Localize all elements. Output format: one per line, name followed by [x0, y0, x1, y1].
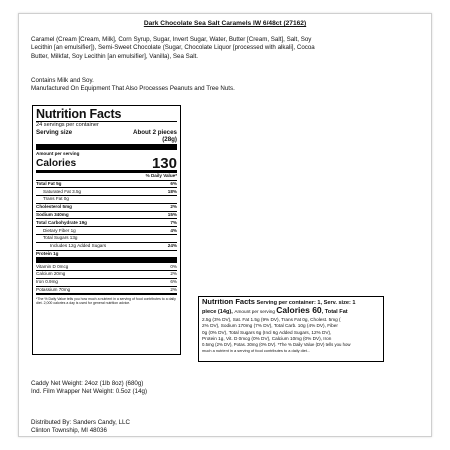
nutrition-facts-title: Nutrition Facts	[36, 107, 122, 121]
nutrient-label: Protein 1g	[36, 250, 59, 256]
distributor-name: Distributed By: Sanders Candy, LLC	[31, 419, 130, 426]
linear-line: 0.5mg (2% DV), Potas. 30mg (0% DV). *The % Daily Value (DV) tells you how	[202, 342, 351, 348]
amount-per-serving: Amount per serving	[36, 150, 80, 156]
nutrient-dv: 15%	[167, 212, 177, 218]
serving-size-grams-row	[36, 136, 177, 143]
nutrient-dv: 18%	[167, 188, 177, 194]
nutrient-label: Includes 12g Added Sugars	[50, 243, 107, 249]
linear-line: 0g (0% DV), Total Sugars 6g (Incl 6g Added Sugars, 12% DV),	[202, 329, 332, 335]
vitamin-label: Vitamin D 0mcg	[36, 263, 69, 269]
servings-per-container: 24 servings per container	[36, 122, 99, 128]
nutrient-row	[36, 234, 177, 242]
vitamin-label: Calcium 20mg	[36, 271, 66, 277]
nutrient-row	[36, 211, 177, 219]
linear-serving-size: piece (14g),	[202, 309, 235, 316]
serving-size-grams: (28g)	[162, 135, 177, 143]
distributor-address: Clinton Township, MI 48036	[31, 427, 107, 435]
linear-line: 2% DV), Sodium 170mg (7% DV), Total Carb. 10g (4% DV), Fiber	[202, 323, 338, 329]
nutrient-dv: 4%	[170, 227, 177, 233]
vitamin-row	[36, 270, 177, 278]
vitamin-dv: 2%	[170, 271, 177, 277]
calories-label: Calories	[36, 157, 77, 169]
vitamin-row	[36, 286, 177, 294]
vitamin-dv: 2%	[170, 287, 177, 293]
caddy-net-weight: Caddy Net Weight: 24oz (1lb 8oz) (680g)	[31, 380, 144, 387]
nutrient-label: Total Carbohydrate 19g	[36, 219, 87, 225]
ingredients-line: Butter, Milkfat, Soy Lecithin [an emulsifier], Vanilla), Sea Salt.	[31, 52, 199, 60]
nutrient-dv: 24%	[167, 243, 177, 249]
linear-amount-label: Amount per serving	[234, 309, 277, 315]
linear-line	[202, 299, 380, 306]
nutrition-facts-panel	[32, 105, 181, 355]
linear-line: much a nutrient in a serving of food contributes to a daily diet...	[202, 348, 311, 354]
nutrient-label: Trans Fat 0g	[43, 196, 69, 202]
nutrient-row	[36, 218, 177, 226]
serving-size-row	[36, 129, 177, 136]
vitamin-label: Potassium 70mg	[36, 287, 71, 293]
daily-value-footnote: *The % Daily Value tells you how much a nutrient in a serving of food contributes to a daily diet. 2,000 calories a day is used for general nutrition advice.	[36, 296, 176, 306]
linear-line: 2.5g (3% DV), Sat. Fat 1.5g (9% DV), Trans Fat 0g, Cholest. 5mg (	[202, 317, 341, 323]
nutrient-label: Sodium 340mg	[36, 212, 69, 218]
daily-value-header: % Daily Value*	[36, 170, 177, 180]
nutrient-label: Total Fat 5g	[36, 180, 62, 186]
linear-nutrition-facts	[198, 296, 384, 362]
nutrient-label: Dietary Fiber 1g	[43, 227, 76, 233]
vitamin-dv: 6%	[170, 279, 177, 285]
serving-size-label: Serving size	[36, 128, 73, 136]
nutrient-dv: 7%	[170, 219, 177, 225]
linear-line: Protein 1g, Vit. D 0mcg (0% DV), Calcium 10mg (0% DV), Iron	[202, 335, 332, 341]
serving-size-value: About 2 pieces	[132, 128, 177, 136]
nutrient-label: Cholesterol 5mg	[36, 204, 72, 210]
ingredients-statement	[31, 36, 315, 61]
nutrient-label: Saturated Fat 3.5g	[43, 188, 82, 194]
allergen-statement	[31, 77, 235, 94]
calories-row	[36, 154, 177, 172]
linear-calories: Calories 60	[276, 306, 322, 316]
nutrient-row	[36, 195, 177, 203]
nutrient-dv: 2%	[170, 204, 177, 210]
nutrient-row	[36, 180, 177, 188]
ingredients-line: Caramel (Cream [Cream, Milk], Corn Syrup, Sugar, Invert Sugar, Water, Butter [Cream, Salt], Salt, Soy	[31, 36, 312, 43]
label-sheet	[18, 13, 432, 437]
distributor-info	[31, 419, 130, 436]
nutrient-row	[36, 250, 177, 258]
nutrient-row	[36, 242, 177, 250]
nutrient-row	[36, 187, 177, 195]
vitamin-row	[36, 263, 177, 270]
linear-line	[202, 306, 380, 317]
linear-total-fat-label: , Total Fat	[321, 309, 348, 316]
linear-title: Nutrition Facts	[202, 299, 255, 306]
nutrient-row	[36, 226, 177, 234]
product-title: Dark Chocolate Sea Salt Caramels IW 6/48ct (27162)	[143, 20, 307, 27]
vitamin-row	[36, 278, 177, 286]
allergen-equipment: Manufactured On Equipment That Also Processes Peanuts and Tree Nuts.	[31, 85, 235, 93]
calories-value: 130	[151, 154, 177, 172]
vitamin-dv: 0%	[170, 263, 177, 269]
nutrient-label: Total Sugars 13g	[43, 235, 78, 241]
nutrient-row	[36, 203, 177, 211]
ingredients-line: Lecithin [an emulsifier]), Semi-Sweet Chocolate (Sugar, Chocolate Liquor [processed with alkali], Cocoa	[31, 44, 315, 52]
nutrient-dv: 6%	[170, 180, 177, 186]
linear-serving-info: Serving per container: 1, Serv. size: 1	[254, 300, 356, 306]
net-weights	[31, 380, 147, 397]
wrapper-net-weight: Ind. Film Wrapper Net Weight: 0.5oz (14g)	[31, 388, 148, 396]
vitamin-label: Iron 0.9mg	[36, 279, 58, 285]
allergen-contains: Contains Milk and Soy.	[31, 77, 94, 84]
